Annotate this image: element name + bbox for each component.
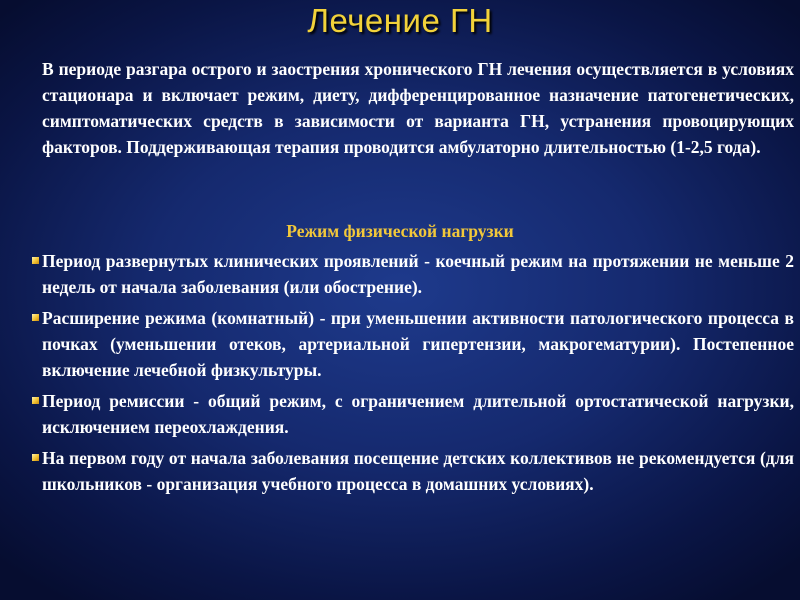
bullet-text: Период ремиссии - общий режим, с ограничением длительной ортостатической нагрузки, исключением переохлаждения. bbox=[42, 391, 794, 437]
square-bullet-icon bbox=[32, 397, 39, 404]
bullet-item bbox=[32, 445, 794, 497]
bullet-text: На первом году от начала заболевания посещение детских коллективов не рекомендуется (для школьников - организация учебного процесса в домашних условиях). bbox=[42, 448, 794, 494]
bullet-text: Расширение режима (комнатный) - при уменьшении активности патологического процесса в почках (уменьшении отеков, артериальной гипертензии, макрогематурии). Постепенное включение лечебной физкультуры. bbox=[42, 308, 794, 380]
square-bullet-icon bbox=[32, 454, 39, 461]
section-subheading: Режим физической нагрузки bbox=[286, 221, 514, 241]
bullet-item bbox=[32, 388, 794, 440]
square-bullet-icon bbox=[32, 257, 39, 264]
bullet-list bbox=[32, 248, 794, 502]
slide-title: Лечение ГН bbox=[307, 2, 493, 39]
bullet-item bbox=[32, 305, 794, 383]
bullet-item bbox=[32, 248, 794, 300]
bullet-text: Период развернутых клинических проявлений - коечный режим на протяжении не меньше 2 недель от начала заболевания (или обострение). bbox=[42, 251, 794, 297]
square-bullet-icon bbox=[32, 314, 39, 321]
intro-paragraph: В периоде разгара острого и заострения хронического ГН лечения осуществляется в условиях стационара и включает режим, диету, дифференцированное назначение патогенетических, симптоматических средств в зависимости от варианта ГН, устранения провоцирующих факторов. Поддерживающая терапия проводится амбулаторно длительностью (1-2,5 года). bbox=[42, 59, 794, 157]
